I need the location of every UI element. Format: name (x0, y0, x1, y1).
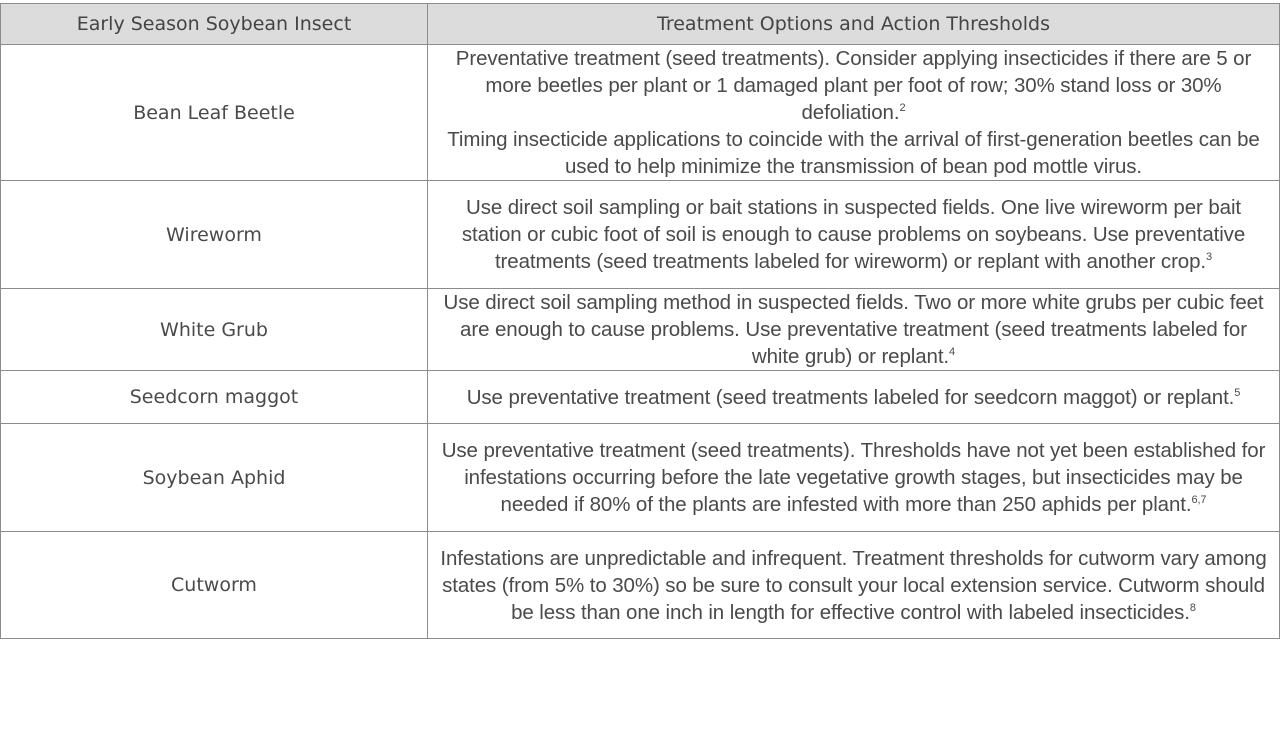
table-row (1, 181, 1280, 289)
treatment-text (428, 45, 1280, 181)
treatment-main: Use preventative treatment (seed treatments). Thresholds have not yet been established for infestations occurring before the late vegetative growth stages, but insecticides may be needed if 80% of the plants are infested with more than 250 aphids per plant. (441, 439, 1266, 516)
treatment-text (428, 371, 1280, 424)
insect-name: Seedcorn maggot (1, 371, 428, 424)
footnote-ref: 2 (899, 102, 906, 115)
treatment-text (428, 289, 1280, 371)
insect-name: Cutworm (1, 532, 428, 639)
treatment-main: Use preventative treatment (seed treatments labeled for seedcorn maggot) or replant. (466, 385, 1235, 409)
header-treatment: Treatment Options and Action Thresholds (428, 4, 1280, 45)
footnote-ref: 8 (1189, 601, 1196, 614)
treatment-text (428, 532, 1280, 639)
table-row (1, 289, 1280, 371)
table-row (1, 371, 1280, 424)
table-header-row (1, 4, 1280, 45)
treatment-main: Preventative treatment (seed treatments). Consider applying insecticides if there are 5 or more beetles per plant or 1 damaged plant per foot of row; 30% stand loss or 30% defoliation. (455, 47, 1252, 124)
table-row (1, 532, 1280, 639)
treatment-extra: Timing insecticide applications to coincide with the arrival of first-generation beetles can be used to help minimize the transmission of bean pod mottle virus. (447, 128, 1260, 178)
treatment-main: Use direct soil sampling or bait stations in suspected fields. One live wireworm per bait station or cubic foot of soil is enough to cause problems on soybeans. Use preventative treatments (seed treatments labeled for wireworm) or replant with another crop. (461, 196, 1246, 273)
table-row (1, 424, 1280, 532)
insect-name: Bean Leaf Beetle (1, 45, 428, 181)
footnote-ref: 6,7 (1191, 494, 1207, 507)
insect-treatment-table (0, 3, 1280, 639)
footnote-ref: 5 (1234, 386, 1241, 399)
treatment-main: Infestations are unpredictable and infrequent. Treatment thresholds for cutworm vary among states (from 5% to 30%) so be sure to consult your local extension service. Cutworm should be less than one inch in length for effective control with labeled insecticides. (440, 546, 1267, 624)
footnote-ref: 4 (949, 346, 956, 359)
insect-name: Wireworm (1, 181, 428, 289)
treatment-text (428, 181, 1280, 289)
table-row (1, 45, 1280, 181)
treatment-main: Use direct soil sampling method in suspected fields. Two or more white grubs per cubic feet are enough to cause problems. Use preventative treatment (seed treatments labeled for white grub) or replant. (443, 291, 1264, 368)
footnote-ref: 3 (1206, 251, 1213, 264)
header-insect: Early Season Soybean Insect (1, 4, 428, 45)
insect-name: White Grub (1, 289, 428, 371)
insect-name: Soybean Aphid (1, 424, 428, 532)
treatment-text (428, 424, 1280, 532)
